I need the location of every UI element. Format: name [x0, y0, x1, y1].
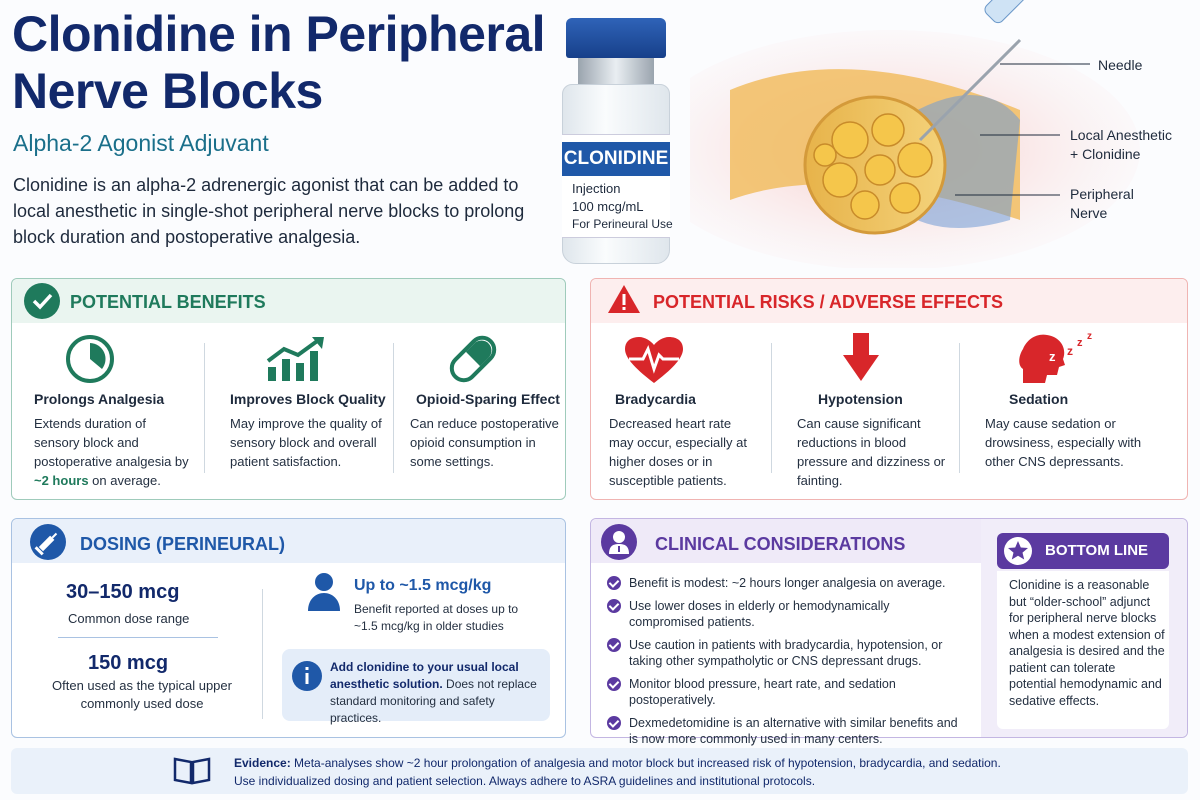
dosing-panel [11, 518, 566, 738]
risks-heading: POTENTIAL RISKS / ADVERSE EFFECTS [653, 292, 1004, 312]
intro-text: Clonidine is an alpha-2 adrenergic agonist that can be added to local anesthetic in single-shot peripheral nerve blocks to prolong block duration and postoperative analgesia. [13, 175, 525, 247]
risk-text-0: Decreased heart rate may occur, especially at higher doses or in susceptible patients. [609, 416, 748, 488]
page-subtitle: Alpha-2 Agonist Adjuvant [13, 130, 269, 156]
syringe-icon [30, 524, 66, 560]
checkmark-icon [24, 283, 60, 319]
list-item: Monitor blood pressure, heart rate, and sedation postoperatively. [607, 676, 962, 708]
person-icon [306, 571, 342, 611]
risk-text-2: May cause sedation or drowsiness, especially with other CNS depressants. [985, 416, 1142, 469]
callout-needle: Needle [1098, 57, 1143, 73]
risk-title-0: Bradycardia [615, 391, 696, 407]
risk-text-1: Can cause significant reductions in blood pressure and dizziness or fainting. [797, 416, 946, 488]
list-item: Use caution in patients with bradycardia, hypotension, or taking other sympatholytic or CNS depressant drugs. [607, 637, 962, 669]
trend-up-chart-icon [264, 335, 326, 383]
typical-dose-value: 150 mcg [88, 652, 169, 674]
callout-peripheral-nerve: Peripheral Nerve [1070, 186, 1134, 221]
svg-text:z: z [1067, 344, 1073, 358]
benefits-heading: POTENTIAL BENEFITS [70, 292, 266, 312]
star-icon [1003, 536, 1033, 566]
typical-dose-label: Often used as the typical upper commonly used dose [52, 678, 232, 711]
svg-text:z: z [1077, 337, 1083, 349]
nerve-injection-illustration [690, 0, 1200, 268]
svg-text:z: z [1049, 349, 1056, 364]
considerations-list [607, 575, 962, 754]
risk-title-2: Sedation [1009, 391, 1069, 407]
sleep-head-icon [1017, 331, 1097, 385]
info-callout-text: Add clonidine to your usual local anesthetic solution. Does not replace standard monitoring and safety practices. [330, 660, 537, 725]
benefit-title-1: Improves Block Quality [230, 391, 386, 407]
dose-range-value: 30–150 mcg [66, 581, 180, 603]
benefit-text-1: May improve the quality of sensory block and overall patient satisfaction. [230, 416, 382, 469]
vial-line-3: For Perineural Use [572, 217, 673, 231]
open-book-icon [172, 754, 212, 786]
evidence-line-1: Evidence: Meta-analyses show ~2 hour prolongation of analgesia and motor block but increased risk of hypotension, bradycardia, and sedation. [234, 756, 1001, 770]
page-title: Clonidine in Peripheral Nerve Blocks [12, 6, 546, 119]
clinician-icon [601, 524, 637, 560]
vial-line-1: Injection [572, 181, 621, 196]
pill-capsule-icon [444, 331, 502, 387]
arrow-down-icon [841, 331, 881, 383]
list-item: Dexmedetomidine is an alternative with similar benefits and is now more commonly used in many centers. [607, 715, 962, 747]
heart-pulse-icon [623, 335, 685, 385]
warning-icon [607, 283, 641, 315]
clock-icon [64, 333, 116, 385]
benefit-text-0: Extends duration of sensory block and postoperative analgesia by ~2 hours on average. [34, 416, 189, 488]
list-item: Benefit is modest: ~2 hours longer analgesia on average. [607, 575, 962, 591]
considerations-heading: CLINICAL CONSIDERATIONS [655, 534, 906, 554]
dose-range-label: Common dose range [68, 611, 190, 626]
vial-brand-label: CLONIDINE [562, 142, 670, 176]
risks-panel [590, 278, 1188, 500]
list-item: Use lower doses in elderly or hemodynamically compromised patients. [607, 598, 962, 630]
benefits-panel [11, 278, 566, 500]
benefit-title-0: Prolongs Analgesia [34, 391, 165, 407]
info-icon [292, 661, 322, 691]
clonidine-vial-illustration [556, 18, 676, 268]
vial-line-2: 100 mcg/mL [572, 199, 644, 214]
considerations-panel [590, 518, 1188, 746]
callout-anesthetic: Local Anesthetic + Clonidine [1070, 127, 1172, 162]
weight-dose-note: Benefit reported at doses up to ~1.5 mcg/kg in older studies [354, 602, 519, 633]
evidence-line-2: Use individualized dosing and patient selection. Always adhere to ASRA guidelines and institutional protocols. [234, 774, 816, 788]
bottom-line-text: Clonidine is a reasonable but “older-school” adjunct for peripheral nerve blocks when a modest extension of analgesia is desired and the patient can tolerate potential hemodynamic and sedative effects. [1009, 578, 1165, 708]
svg-text:z: z [1087, 331, 1092, 342]
benefit-title-2: Opioid-Sparing Effect [416, 391, 560, 407]
benefit-text-2: Can reduce postoperative opioid consumption in some settings. [410, 416, 559, 469]
dosing-heading: DOSING (PERINEURAL) [80, 534, 286, 554]
risk-title-1: Hypotension [818, 391, 903, 407]
weight-dose-value: Up to ~1.5 mcg/kg [354, 577, 492, 594]
bottom-line-heading: BOTTOM LINE [1045, 542, 1149, 559]
